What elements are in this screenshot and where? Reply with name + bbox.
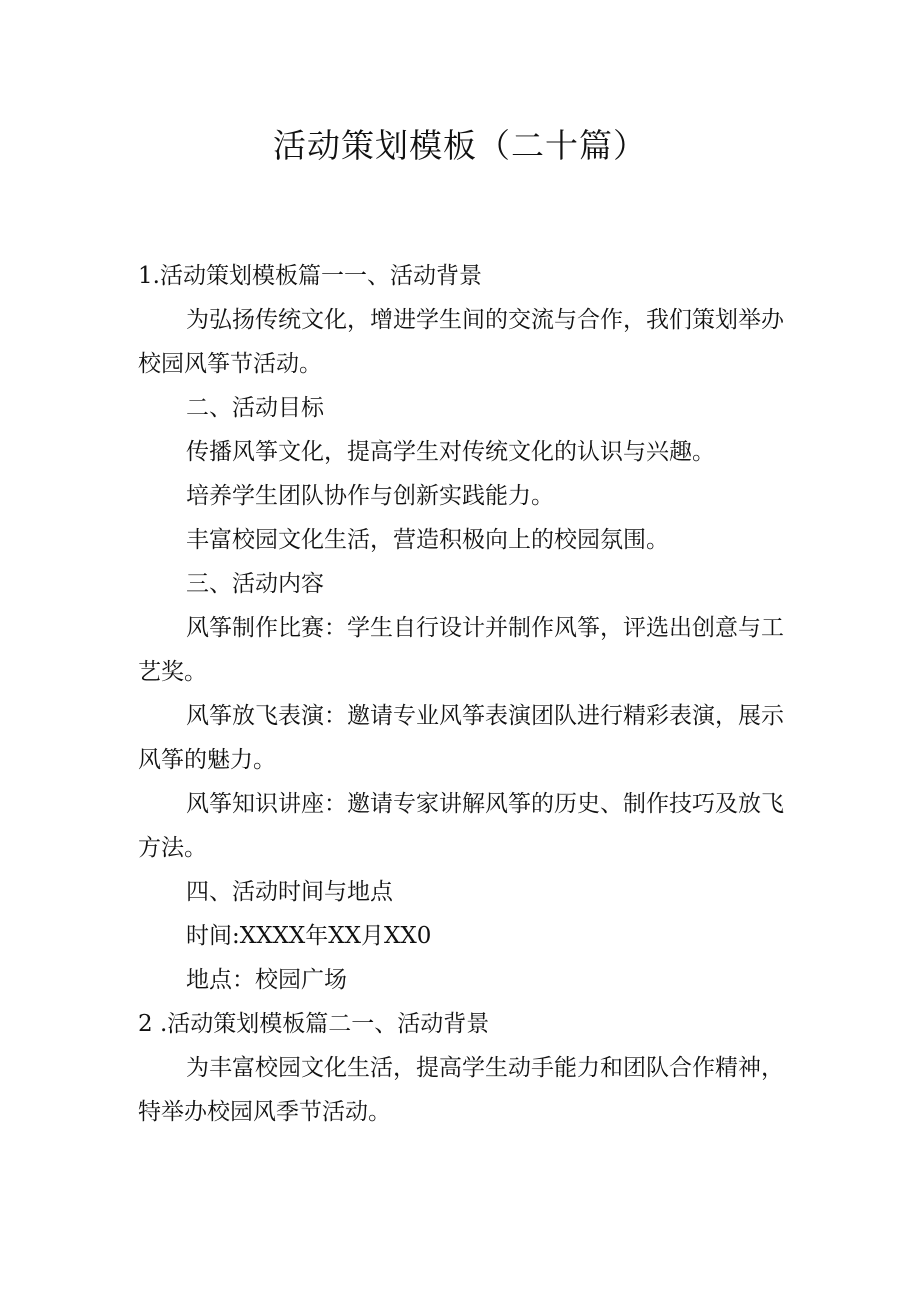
paragraph-line: 风筝放飞表演：邀请专业风筝表演团队进行精彩表演，展示	[186, 703, 784, 729]
subheading-content: 三、活动内容	[186, 571, 324, 597]
paragraph-line: 风筝知识讲座：邀请专家讲解风筝的历史、制作技巧及放飞	[186, 791, 784, 817]
paragraph-line: 校园风筝节活动。	[138, 351, 322, 377]
paragraph-line: 传播风筝文化，提高学生对传统文化的认识与兴趣。	[186, 439, 715, 465]
section-heading-1: 1.活动策划模板篇一一、活动背景	[138, 263, 482, 289]
paragraph-line: 培养学生团队协作与创新实践能力。	[186, 483, 554, 509]
section-heading-2: 2 .活动策划模板篇二一、活动背景	[138, 1011, 490, 1037]
paragraph-line: 丰富校园文化生活，营造积极向上的校园氛围。	[186, 527, 669, 553]
paragraph-line: 风筝的魅力。	[138, 747, 276, 773]
paragraph-line: 地点：校园广场	[186, 967, 347, 993]
paragraph-line: 时间:XXXX年XX月XX0	[186, 923, 432, 949]
paragraph-line: 风筝制作比赛：学生自行设计并制作风筝，评选出创意与工	[186, 615, 784, 641]
paragraph-line: 艺奖。	[138, 659, 207, 685]
paragraph-line: 特举办校园风季节活动。	[138, 1099, 391, 1125]
document-body	[138, 254, 788, 1134]
paragraph-line: 为弘扬传统文化，增进学生间的交流与合作，我们策划举办	[186, 307, 784, 333]
document-title: 活动策划模板（二十篇）	[273, 126, 647, 165]
paragraph-line: 方法。	[138, 835, 207, 861]
paragraph-line: 为丰富校园文化生活，提高学生动手能力和团队合作精神，	[186, 1055, 784, 1081]
subheading-time-place: 四、活动时间与地点	[186, 879, 393, 905]
subheading-goals: 二、活动目标	[186, 395, 324, 421]
